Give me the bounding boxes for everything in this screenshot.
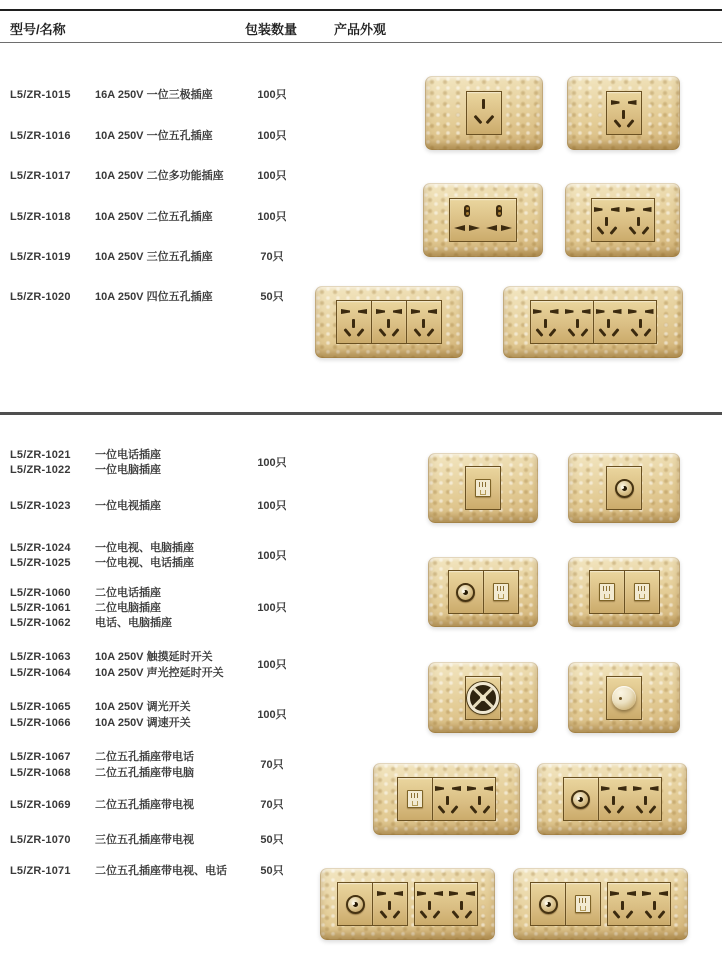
coax-connector-icon — [539, 895, 558, 914]
qty-cell: 100只 — [257, 550, 287, 562]
socket-slot — [635, 805, 643, 814]
socket-slot — [437, 805, 445, 814]
socket-slot — [426, 328, 434, 337]
socket-slot — [659, 891, 668, 896]
socket-slot — [391, 328, 399, 337]
qty-cell: 100只 — [257, 602, 287, 614]
model-cell: L5/ZR-1019 — [10, 251, 71, 263]
name-cell: 二位电话插座 — [95, 587, 161, 599]
model-cell: L5/ZR-1025 — [10, 557, 71, 569]
socket-slot — [611, 207, 620, 212]
socket-slot — [467, 786, 476, 791]
socket-slot — [567, 328, 575, 337]
socket-slot — [428, 901, 431, 910]
socket-slot — [417, 891, 426, 896]
socket-slot — [482, 99, 485, 109]
wide-pin-slot — [501, 225, 512, 231]
socket-slot — [379, 910, 387, 919]
phone-jack-socket — [397, 777, 433, 821]
model-cell: L5/ZR-1071 — [10, 865, 71, 877]
tv-coax-socket — [448, 570, 484, 614]
socket-slot — [394, 891, 403, 896]
coax-connector-icon — [346, 895, 365, 914]
socket-slot — [450, 805, 458, 814]
rj-jack-icon — [575, 895, 591, 913]
double-five-hole-socket — [530, 300, 594, 344]
plate-modules — [397, 777, 496, 821]
five-hole-socket — [372, 882, 408, 926]
tv-coax-socket — [606, 466, 642, 510]
name-cell: 二位五孔插座带电视、电话 — [95, 865, 227, 877]
socket-slot — [613, 309, 622, 314]
phone-jack-socket — [465, 466, 501, 510]
socket-slot — [621, 901, 624, 910]
socket-slot — [550, 309, 559, 314]
socket-slot — [594, 207, 603, 212]
qty-cell: 70只 — [260, 759, 284, 771]
five-hole-unit — [447, 884, 477, 924]
product-plate — [567, 76, 680, 150]
socket-slot — [388, 901, 391, 910]
socket-slot — [628, 309, 637, 314]
plate-modules — [465, 676, 501, 720]
product-plate — [423, 183, 543, 257]
five-hole-unit — [563, 302, 593, 342]
name-cell: 电话、电脑插座 — [95, 617, 172, 629]
name-cell: 一位电脑插座 — [95, 464, 161, 476]
tv-coax-socket — [563, 777, 599, 821]
double-five-hole-socket — [591, 198, 655, 242]
product-plate — [513, 868, 688, 940]
name-cell: 一位电视插座 — [95, 500, 161, 512]
five-hole-unit — [339, 302, 369, 342]
socket-slot — [446, 796, 449, 805]
model-cell: L5/ZR-1016 — [10, 130, 71, 142]
qty-cell: 100只 — [257, 457, 287, 469]
socket-slot — [630, 328, 638, 337]
rj-jack-icon — [407, 790, 423, 808]
socket-slot — [613, 119, 621, 128]
socket-slot — [482, 805, 490, 814]
qty-cell: 100只 — [257, 659, 287, 671]
socket-slot — [411, 309, 420, 314]
name-cell: 16A 250V 一位三极插座 — [95, 89, 213, 101]
socket-slot — [657, 910, 665, 919]
rj-jack-icon — [599, 583, 615, 601]
socket-slot — [580, 328, 588, 337]
model-cell: L5/ZR-1017 — [10, 170, 71, 182]
socket-slot — [609, 226, 617, 235]
socket-slot — [607, 319, 610, 328]
double-five-hole-socket — [598, 777, 662, 821]
product-plate — [537, 763, 687, 835]
rj-jack-icon — [475, 479, 491, 497]
socket-slot — [434, 891, 443, 896]
phone-jack-socket — [589, 570, 625, 614]
socket-slot — [341, 309, 350, 314]
socket-slot — [452, 786, 461, 791]
socket-slot — [413, 328, 421, 337]
socket-slot — [626, 119, 634, 128]
product-plate — [428, 453, 538, 523]
model-cell: L5/ZR-1069 — [10, 799, 71, 811]
name-cell: 三位五孔插座带电视 — [95, 834, 194, 846]
socket-slot — [533, 309, 542, 314]
five-hole-unit — [375, 884, 405, 924]
qty-cell: 100只 — [257, 170, 287, 182]
round-pin-slot — [464, 205, 470, 217]
tv-coax-socket — [530, 882, 566, 926]
name-cell: 10A 250V 调光开关 — [95, 701, 191, 713]
rotary-knob-icon — [612, 686, 636, 710]
phone-jack-socket — [483, 570, 519, 614]
plate-modules — [606, 466, 642, 510]
socket-slot — [626, 207, 635, 212]
socket-slot — [611, 100, 620, 105]
qty-cell: 70只 — [260, 799, 284, 811]
qty-cell: 50只 — [260, 865, 284, 877]
five-hole-unit — [433, 779, 463, 819]
plate-modules — [589, 570, 660, 614]
section-divider-line — [0, 412, 722, 415]
five-hole-socket — [336, 300, 372, 344]
socket-slot — [422, 319, 425, 328]
five-hole-unit — [465, 779, 495, 819]
socket-slot — [451, 910, 459, 919]
socket-slot — [612, 910, 620, 919]
socket-slot — [486, 115, 495, 124]
name-cell: 一位电视、电话插座 — [95, 557, 194, 569]
name-cell: 10A 250V 声光控延时开关 — [95, 667, 224, 679]
double-five-hole-socket — [593, 300, 657, 344]
five-hole-unit — [599, 779, 629, 819]
model-cell: L5/ZR-1021 — [10, 449, 71, 461]
model-cell: L5/ZR-1064 — [10, 667, 71, 679]
five-hole-unit — [631, 779, 661, 819]
socket-slot — [611, 328, 619, 337]
socket-slot — [644, 910, 652, 919]
socket-slot — [628, 226, 636, 235]
socket-slot — [358, 309, 367, 314]
five-hole-socket — [371, 300, 407, 344]
socket-slot — [653, 901, 656, 910]
product-plate — [428, 557, 538, 627]
name-cell: 10A 250V 调速开关 — [95, 717, 191, 729]
multi-function-unit — [485, 200, 513, 240]
five-hole-unit — [609, 93, 639, 133]
socket-slot — [548, 328, 556, 337]
socket-slot — [622, 110, 625, 119]
name-cell: 二位电脑插座 — [95, 602, 161, 614]
product-plate — [568, 453, 680, 523]
socket-slot — [576, 319, 579, 328]
plate-modules — [606, 91, 642, 135]
wide-pin-slot — [469, 225, 480, 231]
socket-slot — [460, 901, 463, 910]
socket-slot — [478, 796, 481, 805]
socket-slot — [644, 796, 647, 805]
socket-slot — [627, 891, 636, 896]
socket-slot — [392, 910, 400, 919]
name-cell: 一位电视、电脑插座 — [95, 542, 194, 554]
plate-modules — [448, 570, 519, 614]
socket-slot — [596, 226, 604, 235]
qty-cell: 100只 — [257, 500, 287, 512]
plate-modules — [530, 882, 671, 926]
three-pin-unit — [469, 93, 499, 133]
socket-slot — [582, 309, 591, 314]
model-cell: L5/ZR-1062 — [10, 617, 71, 629]
multi-function-socket — [449, 198, 517, 242]
plate-modules — [530, 300, 657, 344]
product-plate — [428, 662, 538, 733]
product-plate — [503, 286, 683, 358]
five-hole-socket — [606, 91, 642, 135]
phone-jack-socket — [565, 882, 601, 926]
plate-modules — [466, 91, 502, 135]
socket-slot — [610, 891, 619, 896]
five-hole-socket — [406, 300, 442, 344]
name-cell: 10A 250V 三位五孔插座 — [95, 251, 213, 263]
multi-function-unit — [453, 200, 481, 240]
socket-slot — [625, 910, 633, 919]
name-cell: 二位五孔插座带电视 — [95, 799, 194, 811]
name-cell: 10A 250V 二位多功能插座 — [95, 170, 224, 182]
socket-slot — [645, 309, 654, 314]
socket-slot — [637, 217, 640, 226]
tv-coax-socket — [337, 882, 373, 926]
coax-connector-icon — [456, 583, 475, 602]
plate-modules — [563, 777, 662, 821]
socket-slot — [643, 207, 652, 212]
socket-slot — [648, 805, 656, 814]
socket-slot — [377, 891, 386, 896]
five-hole-unit — [592, 200, 622, 240]
qty-cell: 50只 — [260, 291, 284, 303]
three-pin-socket — [466, 91, 502, 135]
socket-slot — [376, 309, 385, 314]
double-five-hole-socket — [432, 777, 496, 821]
name-cell: 10A 250V 四位五孔插座 — [95, 291, 213, 303]
qty-cell: 100只 — [257, 709, 287, 721]
model-cell: L5/ZR-1063 — [10, 651, 71, 663]
socket-slot — [378, 328, 386, 337]
model-cell: L5/ZR-1022 — [10, 464, 71, 476]
wide-pin-slot — [454, 225, 465, 231]
socket-slot — [387, 319, 390, 328]
socket-slot — [612, 796, 615, 805]
model-cell: L5/ZR-1066 — [10, 717, 71, 729]
qty-cell: 100只 — [257, 89, 287, 101]
product-plate — [373, 763, 520, 835]
socket-slot — [596, 309, 605, 314]
touch-delay-switch — [465, 676, 501, 720]
dimmer-switch — [606, 676, 642, 720]
socket-slot — [565, 309, 574, 314]
socket-slot — [469, 805, 477, 814]
phone-jack-socket — [624, 570, 660, 614]
rj-jack-icon — [493, 583, 509, 601]
model-cell: L5/ZR-1018 — [10, 211, 71, 223]
product-plate — [425, 76, 543, 150]
socket-slot — [393, 309, 402, 314]
product-plate — [568, 557, 680, 627]
round-pin-slot — [496, 205, 502, 217]
five-hole-unit — [594, 302, 624, 342]
touch-button-icon — [467, 682, 499, 714]
product-plate — [315, 286, 463, 358]
socket-slot — [464, 910, 472, 919]
socket-slot — [428, 309, 437, 314]
socket-slot — [352, 319, 355, 328]
column-header-model-name: 型号/名称 — [10, 22, 66, 37]
name-cell: 10A 250V 二位五孔插座 — [95, 211, 213, 223]
five-hole-unit — [409, 302, 439, 342]
five-hole-unit — [608, 884, 638, 924]
socket-slot — [628, 100, 637, 105]
header-divider-line — [0, 42, 722, 43]
five-hole-unit — [626, 302, 656, 342]
socket-slot — [633, 786, 642, 791]
qty-cell: 100只 — [257, 211, 287, 223]
coax-connector-icon — [571, 790, 590, 809]
column-header-appearance: 产品外观 — [334, 22, 387, 37]
socket-slot — [650, 786, 659, 791]
plate-modules — [337, 882, 478, 926]
qty-cell: 50只 — [260, 834, 284, 846]
five-hole-unit — [640, 884, 670, 924]
socket-slot — [639, 319, 642, 328]
model-cell: L5/ZR-1015 — [10, 89, 71, 101]
model-cell: L5/ZR-1024 — [10, 542, 71, 554]
coax-connector-icon — [615, 479, 634, 498]
model-cell: L5/ZR-1023 — [10, 500, 71, 512]
name-cell: 一位电话插座 — [95, 449, 161, 461]
five-hole-unit — [531, 302, 561, 342]
model-cell: L5/ZR-1067 — [10, 751, 71, 763]
socket-slot — [603, 805, 611, 814]
top-border-line — [0, 9, 722, 11]
five-hole-unit — [374, 302, 404, 342]
product-plate — [565, 183, 680, 257]
model-cell: L5/ZR-1020 — [10, 291, 71, 303]
socket-slot — [535, 328, 543, 337]
socket-slot — [449, 891, 458, 896]
qty-cell: 100只 — [257, 130, 287, 142]
model-cell: L5/ZR-1065 — [10, 701, 71, 713]
wide-pin-slot — [486, 225, 497, 231]
plate-modules — [606, 676, 642, 720]
column-header-package-qty: 包装数量 — [245, 22, 298, 37]
socket-slot — [642, 891, 651, 896]
plate-modules — [465, 466, 501, 510]
socket-slot — [484, 786, 493, 791]
name-cell: 10A 250V 一位五孔插座 — [95, 130, 213, 142]
product-plate — [568, 662, 680, 733]
socket-slot — [601, 786, 610, 791]
socket-slot — [616, 805, 624, 814]
socket-slot — [343, 328, 351, 337]
name-cell: 二位五孔插座带电话 — [95, 751, 194, 763]
name-cell: 二位五孔插座带电脑 — [95, 767, 194, 779]
plate-modules — [336, 300, 442, 344]
socket-slot — [605, 217, 608, 226]
model-cell: L5/ZR-1068 — [10, 767, 71, 779]
socket-slot — [356, 328, 364, 337]
five-hole-unit — [415, 884, 445, 924]
product-plate — [320, 868, 495, 940]
socket-slot — [641, 226, 649, 235]
socket-slot — [544, 319, 547, 328]
socket-slot — [474, 115, 483, 124]
socket-slot — [435, 786, 444, 791]
rj-jack-icon — [634, 583, 650, 601]
five-hole-unit — [624, 200, 654, 240]
name-cell: 10A 250V 触摸延时开关 — [95, 651, 213, 663]
qty-cell: 70只 — [260, 251, 284, 263]
socket-slot — [598, 328, 606, 337]
plate-modules — [449, 198, 517, 242]
model-cell: L5/ZR-1061 — [10, 602, 71, 614]
double-five-hole-socket — [414, 882, 478, 926]
socket-slot — [466, 891, 475, 896]
double-five-hole-socket — [607, 882, 671, 926]
socket-slot — [419, 910, 427, 919]
model-cell: L5/ZR-1060 — [10, 587, 71, 599]
model-cell: L5/ZR-1070 — [10, 834, 71, 846]
plate-modules — [591, 198, 655, 242]
socket-slot — [432, 910, 440, 919]
socket-slot — [618, 786, 627, 791]
socket-slot — [643, 328, 651, 337]
